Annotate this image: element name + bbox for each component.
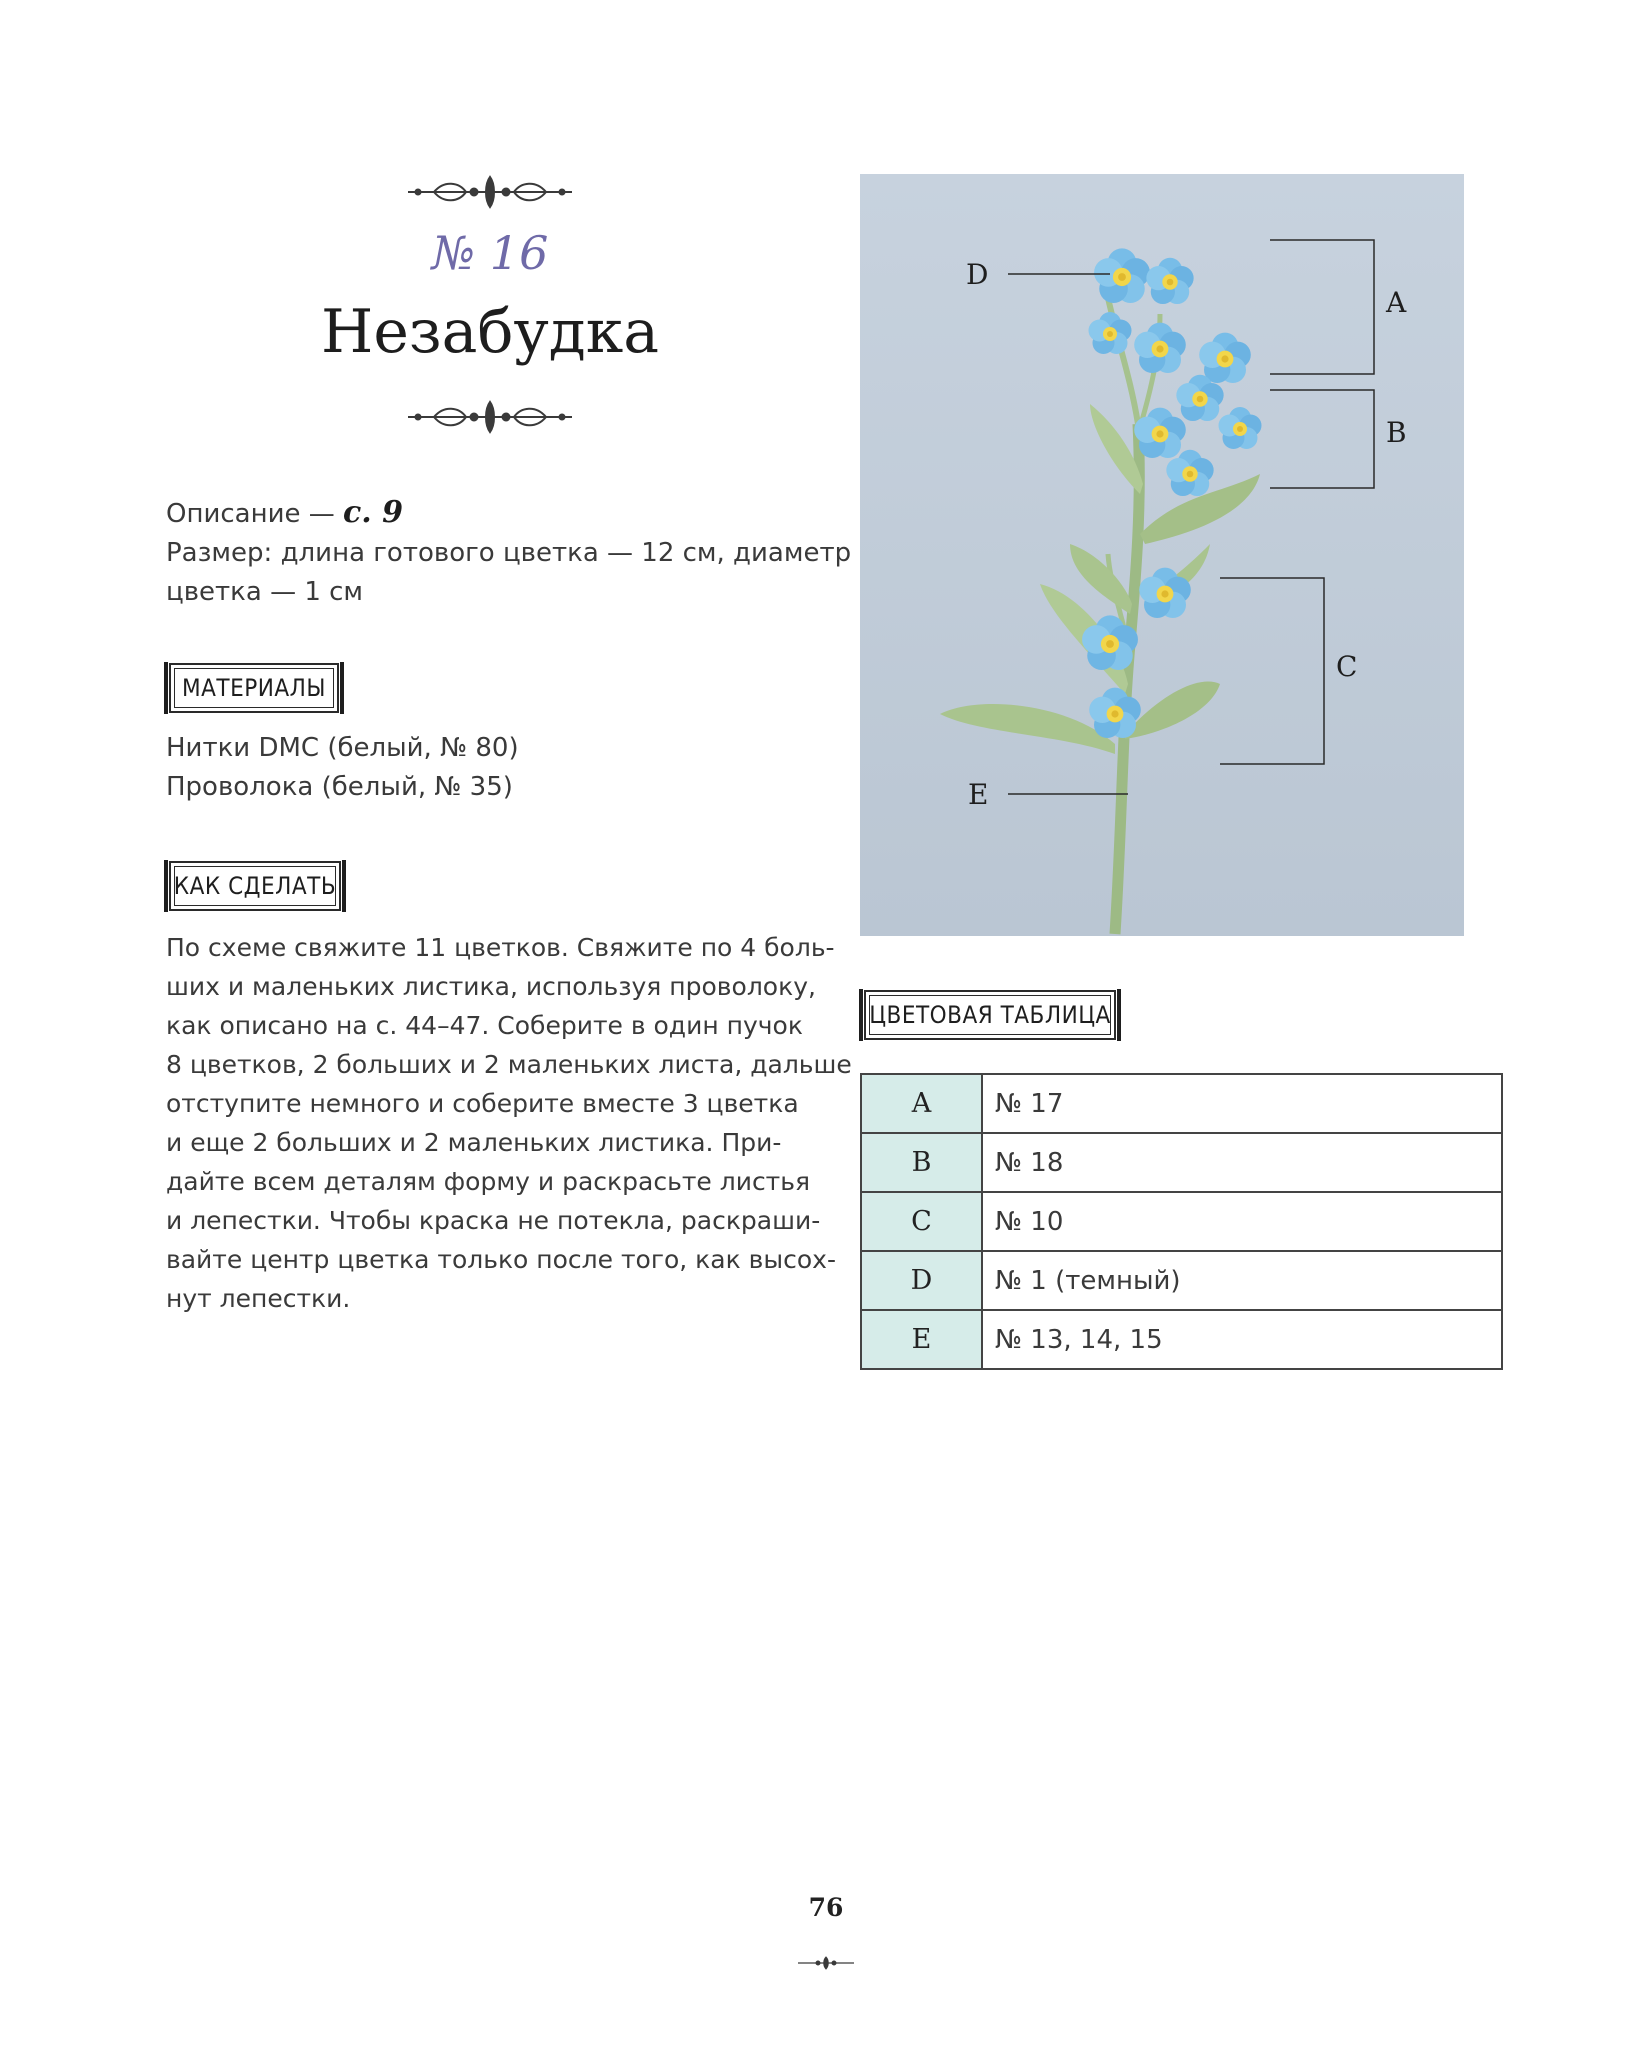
label-c: C (1336, 650, 1358, 683)
color-table-heading (864, 990, 1116, 1040)
description-line (166, 493, 403, 534)
table-row (861, 1310, 1502, 1369)
instructions-line: отступите немного и соберите вместе 3 цветка (166, 1089, 799, 1118)
table-row (861, 1133, 1502, 1192)
page-number: 76 (808, 1893, 844, 1922)
table-key: D (861, 1251, 982, 1310)
title-bottom-ornament (404, 397, 576, 437)
table-row (861, 1192, 1502, 1251)
top-ornament (404, 172, 576, 212)
instructions-line: ших и маленьких листика, используя проволоку, (166, 972, 816, 1001)
table-value: № 10 (982, 1192, 1502, 1251)
label-e: E (968, 778, 989, 811)
table-key: A (861, 1074, 982, 1133)
table-value: № 1 (темный) (982, 1251, 1502, 1310)
materials-heading (169, 663, 339, 713)
instructions-line: и еще 2 больших и 2 маленьких листика. При- (166, 1128, 782, 1157)
size-line-1: Размер: длина готового цветка — 12 см, диаметр (166, 538, 852, 568)
label-b: B (1386, 416, 1407, 449)
label-d: D (966, 258, 989, 291)
description-label: Описание — (166, 499, 335, 529)
instructions-line: дайте всем деталям форму и раскрасьте листья (166, 1167, 811, 1196)
table-key: E (861, 1310, 982, 1369)
label-a: A (1386, 286, 1407, 319)
instructions-line: как описано на с. 44–47. Соберите в один пучок (166, 1011, 803, 1040)
color-table-heading-text: ЦВЕТОВАЯ ТАБЛИЦА (869, 1001, 1111, 1029)
materials-item: Проволока (белый, № 35) (166, 772, 513, 802)
color-table (860, 1073, 1503, 1370)
howto-heading (169, 861, 341, 911)
table-row (861, 1251, 1502, 1310)
table-value: № 13, 14, 15 (982, 1310, 1502, 1369)
materials-heading-text: МАТЕРИАЛЫ (182, 674, 326, 702)
instructions-line: 8 цветков, 2 больших и 2 маленьких листа, дальше (166, 1050, 852, 1079)
instructions-line: вайте центр цветка только после того, как высох- (166, 1245, 836, 1274)
instructions-text (166, 928, 852, 1318)
footer-ornament (796, 1956, 856, 1970)
instructions-line: По схеме свяжите 11 цветков. Свяжите по 4 боль- (166, 933, 835, 962)
size-line-2: цветка — 1 см (166, 577, 364, 607)
instructions-line: нут лепестки. (166, 1284, 351, 1313)
description-page-ref: с. 9 (343, 495, 404, 530)
table-value: № 17 (982, 1074, 1502, 1133)
table-key: C (861, 1192, 982, 1251)
project-number: № 16 (431, 226, 549, 280)
table-value: № 18 (982, 1133, 1502, 1192)
instructions-line: и лепестки. Чтобы краска не потекла, раскраши- (166, 1206, 821, 1235)
materials-item: Нитки DMC (белый, № 80) (166, 733, 519, 763)
table-row (861, 1074, 1502, 1133)
howto-heading-text: КАК СДЕЛАТЬ (173, 872, 337, 900)
table-key: B (861, 1133, 982, 1192)
forget-me-not-photo (860, 174, 1464, 936)
page-title: Незабудка (321, 297, 659, 367)
